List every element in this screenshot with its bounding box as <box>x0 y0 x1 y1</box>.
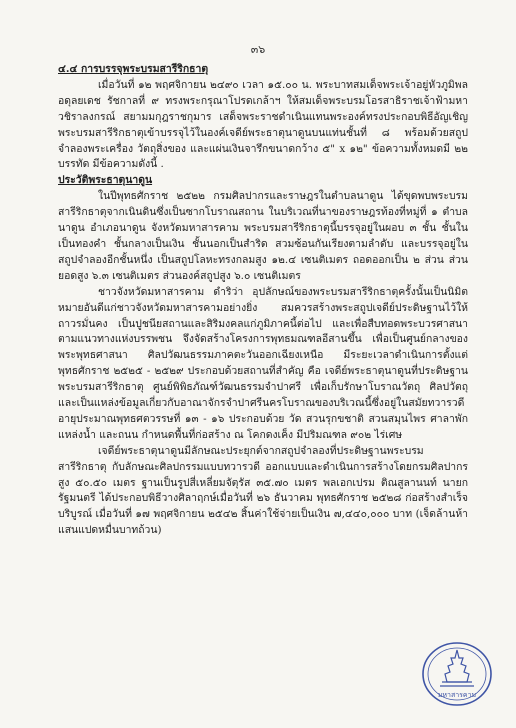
document-body <box>58 62 468 539</box>
section-heading: ๔.๔ การบรรจุพระบรมสารีริกธาตุ <box>58 63 209 75</box>
page-number: ๓๖ <box>250 43 266 56</box>
history-paragraph-1: ในปีพุทธศักราช ๒๕๒๒ กรมศิลปากรและราษฎรในตำบลนาดูน ได้ขุดพบพระบรมสารีริกธาตุจากเนินดินซึ่งเป็นซากโบราณสถาน ในบริเวณที่นาของราษฎรท้องที่หมู่ที่ ๑ ตำบลนาดูน อำเภอนาดูน จังหวัดมหาสารคาม พระบรมสารีริกธาตุนี้บรรจุอยู่ในผอบ ๓ ชั้น ชั้นในเป็นทองคำ ชั้นกลางเป็นเงิน ชั้นนอกเป็นสำริด สวมซ้อนกันเรียงตามลำดับ และบรรจุอยู่ในสถูปจำลองอีกชั้นหนึ่ง เป็นสถูปโลหะทรงกลมสูง ๑๒.๔ เซนติเมตร ถอดออกเป็น ๒ ส่วน ส่วนยอดสูง ๖.๓ เซนติเมตร ส่วนองค์สถูปสูง ๖.๐ เซนติเมตร <box>58 190 468 282</box>
history-heading: ประวัติพระธาตุนาดูน <box>58 174 153 187</box>
history-paragraph-2: ชาวจังหวัดมหาสารคาม ดำริว่า อุปลักษณ์ของพระบรมสารีริกธาตุครั้งนั้นเป็นนิมิตหมายอันดีแก่ชาวจังหวัดมหาสารคามอย่างยิ่ง สมควรสร้างพระสถูปเจดีย์ประดิษฐานไว้ให้ถาวรมั่นคง เป็นปูชนียสถานและสิริมงคลแก่ภูมิภาคนี้ต่อไป และเพื่อสืบทอดพระบวรศาสนาตามแนวทางแห่งบรรพชน จึงจัดสร้างโครงการพุทธมณฑลอีสานขึ้น เพื่อเป็นศูนย์กลางของพระพุทธศาสนา ศิลปวัฒนธรรมภาคตะวันออกเฉียงเหนือ มีระยะเวลาดำเนินการตั้งแต่ พุทธศักราช ๒๕๒๕ - ๒๕๒๙ ประกอบด้วยสถานที่สำคัญ คือ เจดีย์พระธาตุนาดูนที่ประดิษฐานพระบรมสารีริกธาตุ ศูนย์พิพิธภัณฑ์วัฒนธรรมจำปาศรี เพื่อเก็บรักษาโบราณวัตถุ ศิลปวัตถุ และเป็นแหล่งข้อมูลเกี่ยวกับอาณาจักรจำปาศรีนครโบราณของบริเวณนี้ซึ่งอยู่ในสมัยทวารวดี อายุประมาณพุทธศตวรรษที่ ๑๓ - ๑๖ ประกอบด้วย วัด สวนรุกขชาติ สวนสมุนไพร ศาลาพัก แหล่งน้ำ และถนน กำหนดพื้นที่ก่อสร้าง ณ โคกดงเค็ง มีปริมณฑล ๙๐๒ ไร่เศษ <box>58 285 468 441</box>
provincial-seal-stamp <box>420 636 494 708</box>
seal-caption: มหาสารคาม <box>437 691 477 699</box>
section-paragraph: เมื่อวันที่ ๑๒ พฤศจิกายน ๒๔๙๐ เวลา ๑๕.๐๐ น. พระบาทสมเด็จพระเจ้าอยู่หัวภูมิพลอดุลยเดช รัชกาลที่ ๙ ทรงพระกรุณาโปรดเกล้าฯ ให้สมเด็จพระบรมโอรสาธิราชเจ้าฟ้ามหาวชิราลงกรณ์ สยามมกุฎราชกุมาร เสด็จพระราชดำเนินแทนพระองค์ทรงประกอบพิธีอัญเชิญพระบรมสารีริกธาตุเข้าบรรจุไว้ในองค์เจดีย์พระธาตุนาดูนบนแท่นชั้นที่ ๘ พร้อมด้วยสถูปจำลองพระเครื่อง วัตถุสิ่งของ และแผ่นเงินจารึกขนาดกว้าง ๕" x ๑๒" ข้อความทั้งหมดมี ๒๒ บรรทัด มีข้อความดังนี้ . <box>58 78 468 171</box>
history-paragraph-3: เจดีย์พระธาตุนาดูนมีลักษณะประยุกต์จากสถูปจำลองที่ประดิษฐานพระบรมสารีริกธาตุ กับลักษณะศิลปกรรมแบบทวารวดี ออกแบบและดำเนินการสร้างโดยกรมศิลปากร สูง ๕๐.๕๐ เมตร ฐานเป็นรูปสี่เหลี่ยมจัตุรัส ๓๕.๗๐ เมตร พลเอกเปรม ติณสูลานนท์ นายกรัฐมนตรี ได้ประกอบพิธีวางศิลาฤกษ์เมื่อวันที่ ๒๖ ธันวาคม พุทธศักราช ๒๕๒๘ ก่อสร้างสำเร็จบริบูรณ์ เมื่อวันที่ ๑๗ พฤศจิกายน ๒๕๔๒ สิ้นค่าใช้จ่ายเป็นเงิน ๗,๔๔๐,๐๐๐ บาท (เจ็ดล้านห้าแสนแปดหมื่นบาทถ้วน) <box>58 444 468 537</box>
